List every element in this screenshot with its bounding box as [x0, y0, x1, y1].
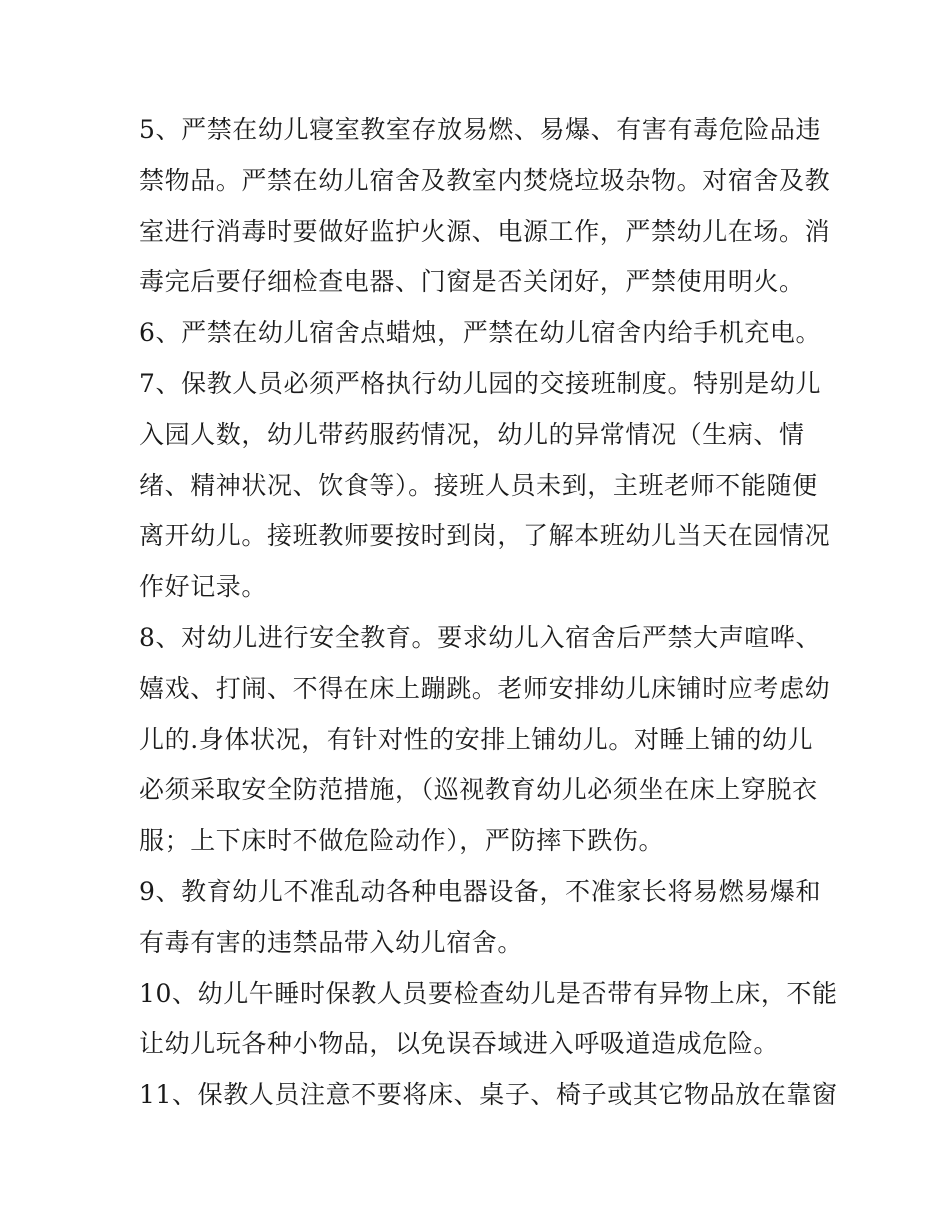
text-line: 儿的.身体状况，有针对性的安排上铺幼儿。对睡上铺的幼儿 [139, 724, 814, 754]
text-line: 禁物品。严禁在幼儿宿舍及教室内焚烧垃圾杂物。对宿舍及教 [139, 165, 831, 195]
text-line: 离开幼儿。接班教师要按时到岗，了解本班幼儿当天在园情况 [139, 521, 831, 551]
text-line: 让幼儿玩各种小物品，以免误吞域进入呼吸道造成危险。 [139, 1029, 780, 1059]
text-line: 作好记录。 [139, 572, 268, 602]
text-line: 服；上下床时不做危险动作），严防摔下跌伤。 [139, 826, 665, 856]
document-body [139, 105, 838, 1121]
text-line: 6、严禁在幼儿宿舍点蜡烛，严禁在幼儿宿舍内给手机充电。 [139, 318, 822, 348]
text-line: 5、严禁在幼儿寝室教室存放易燃、易爆、有害有毒危险品违 [139, 115, 822, 144]
text-line: 7、保教人员必须严格执行幼儿园的交接班制度。特别是幼儿 [139, 368, 822, 398]
text-line: 10、幼儿午睡时保教人员要检查幼儿是否带有异物上床，不能 [139, 978, 838, 1008]
text-line: 入园人数，幼儿带药服药情况，幼儿的异常情况（生病、情 [139, 419, 805, 449]
text-line: 9、教育幼儿不准乱动各种电器设备，不准家长将易燃易爆和 [139, 876, 822, 906]
text-line: 室进行消毒时要做好监护火源、电源工作，严禁幼儿在场。消 [139, 216, 831, 246]
text-line: 毒完后要仔细检查电器、门窗是否关闭好，严禁使用明火。 [139, 267, 805, 297]
text-line: 11、保教人员注意不要将床、桌子、椅子或其它物品放在靠窗 [139, 1080, 838, 1110]
text-line: 绪、精神状况、饮食等）。接班人员未到，主班老师不能随便 [139, 470, 818, 500]
text-line: 嬉戏、打闹、不得在床上蹦跳。老师安排幼儿床铺时应考虑幼 [139, 673, 831, 703]
text-line: 必须采取安全防范措施，（巡视教育幼儿必须坐在床上穿脱衣 [139, 775, 818, 805]
text-line: 有毒有害的违禁品带入幼儿宿舍。 [139, 927, 524, 957]
text-line: 8、对幼儿进行安全教育。要求幼儿入宿舍后严禁大声喧哗、 [139, 622, 822, 652]
